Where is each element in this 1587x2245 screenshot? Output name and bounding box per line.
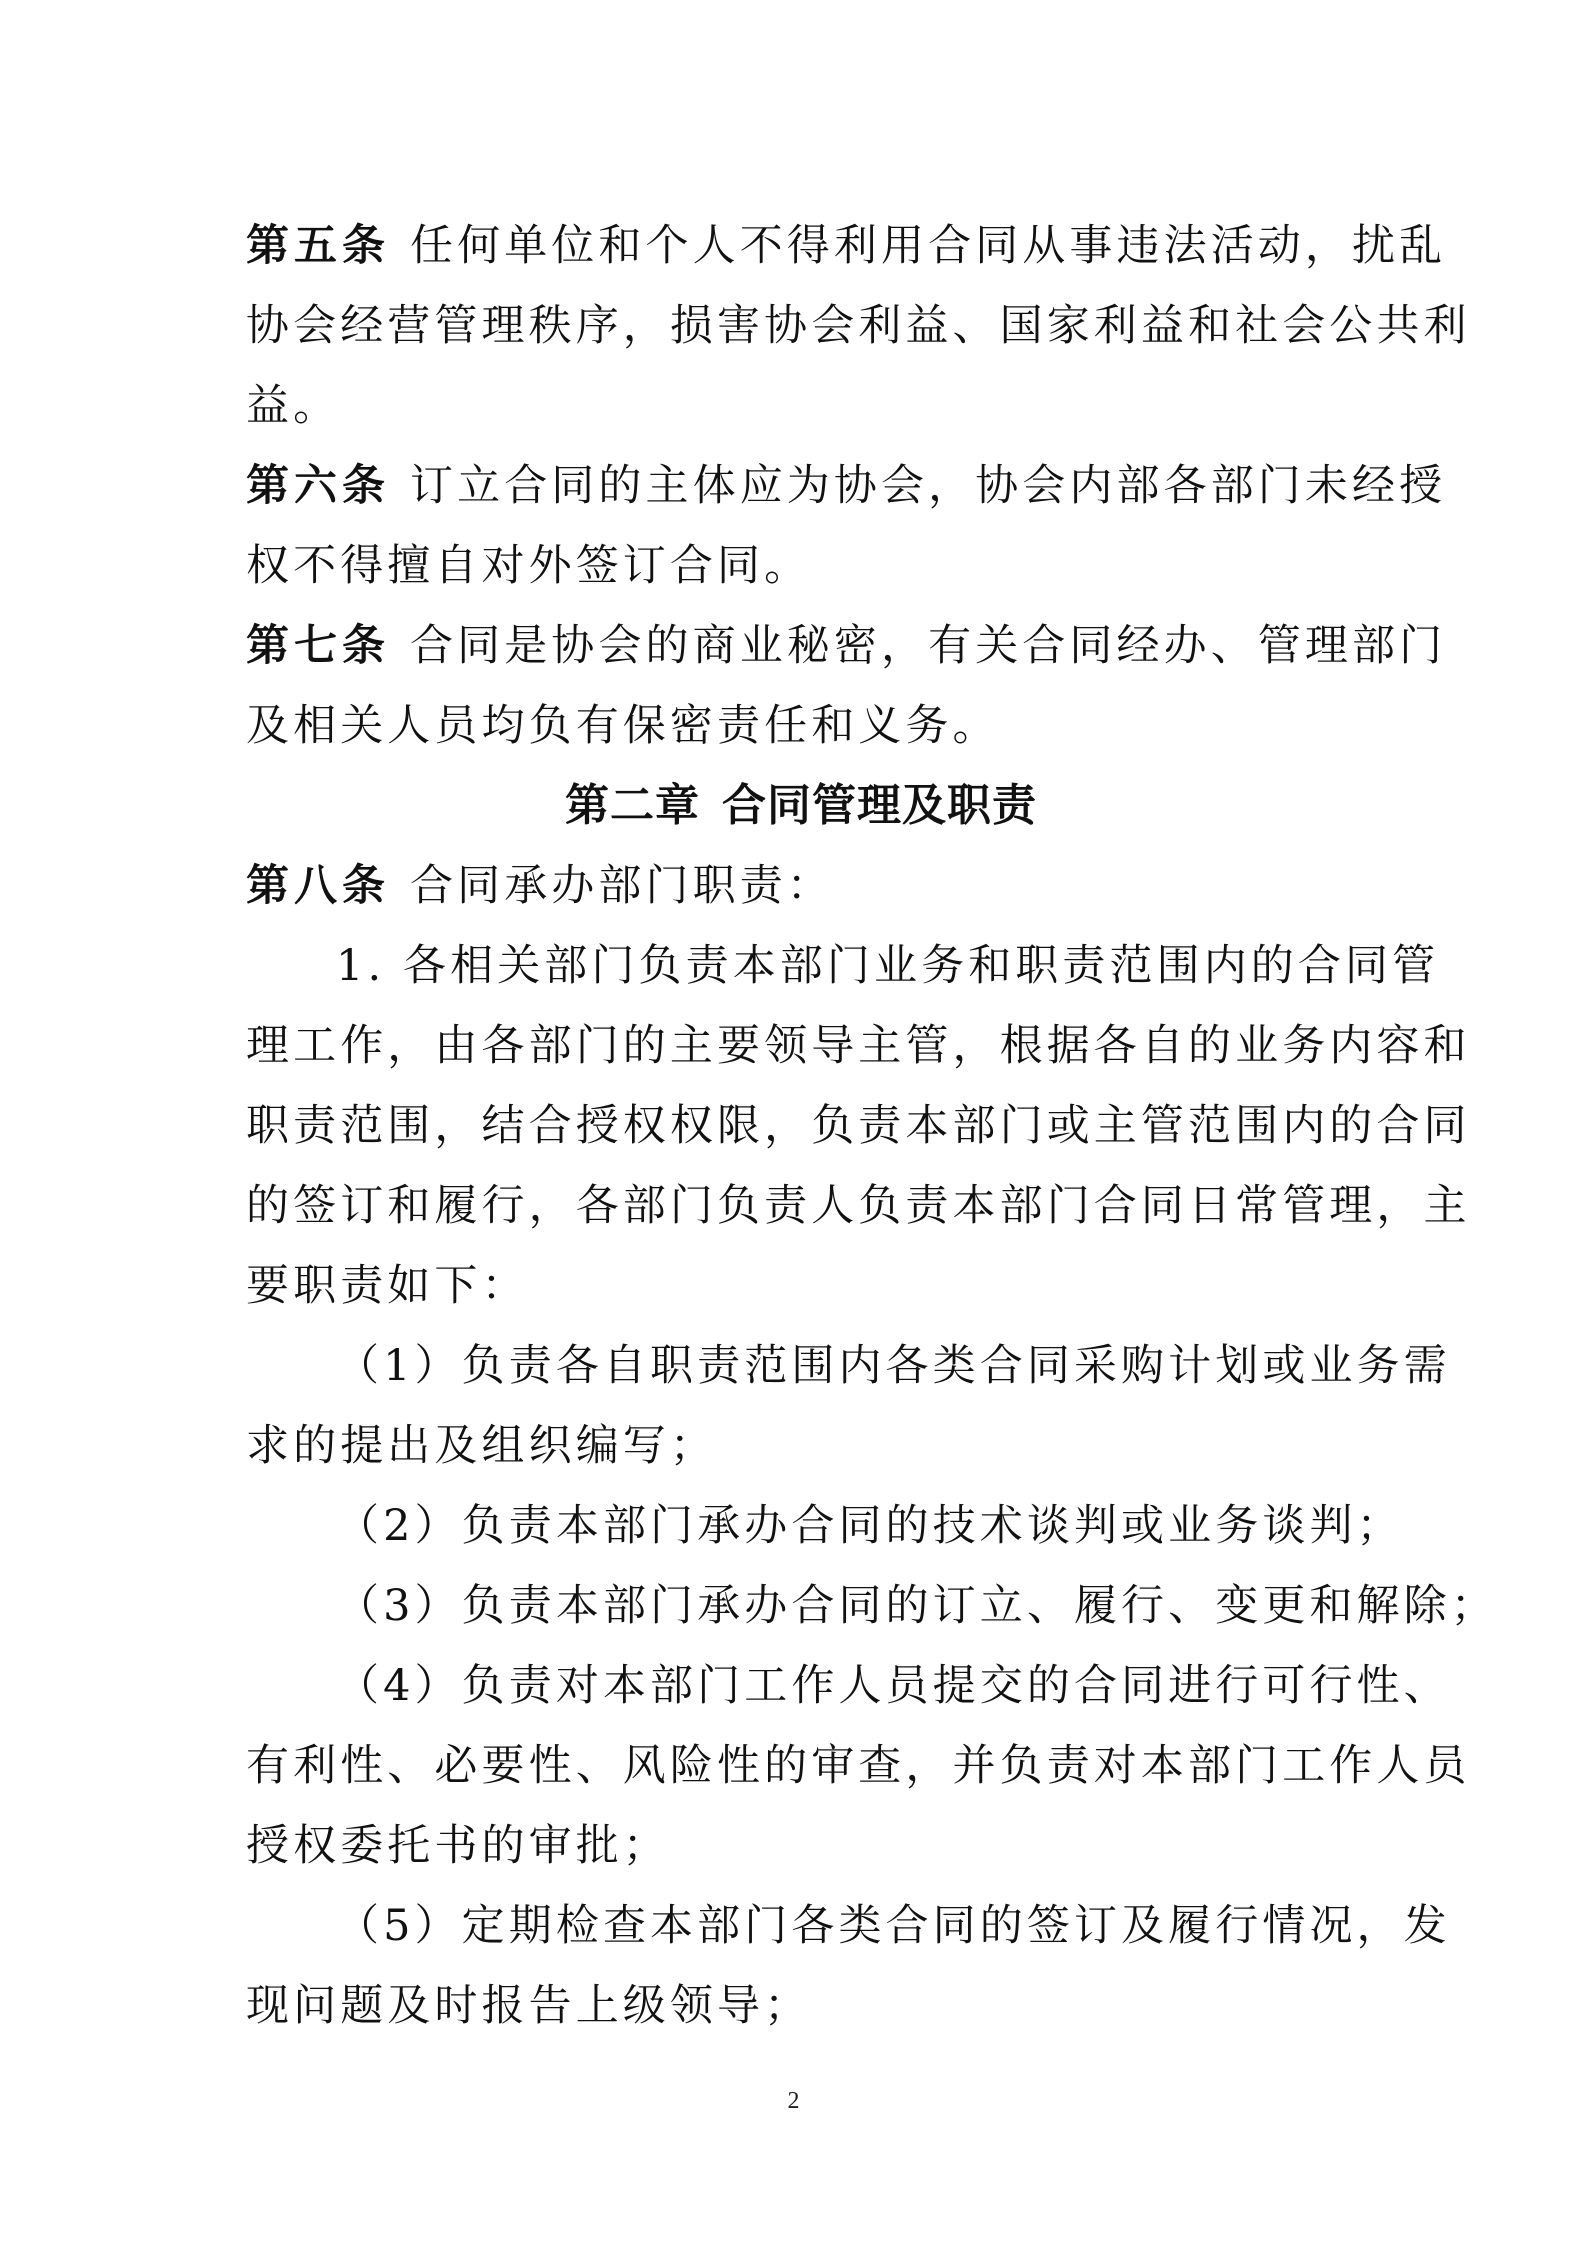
chapter-heading (246, 766, 1356, 846)
chapter-number: 第二章 (565, 780, 700, 831)
article-5-line-1 (246, 206, 1447, 286)
chapter-title: 合同管理及职责 (722, 780, 1037, 831)
item-1-line-2: 理工作，由各部门的主要领导主管，根据各自的业务内容和 (246, 1021, 1471, 1071)
item-1-line-3: 职责范围，结合授权权限，负责本部门或主管范围内的合同 (246, 1101, 1471, 1151)
article-5-label: 第五条 (246, 221, 390, 271)
subitem-4-line-2: 有利性、必要性、风险性的审查，并负责对本部门工作人员 (246, 1741, 1471, 1791)
article-8-label: 第八条 (246, 861, 390, 911)
page-number: 2 (787, 2088, 800, 2114)
subitem-1-line-2: 求的提出及组织编写； (246, 1421, 717, 1471)
article-5-line-3: 益。 (246, 381, 341, 431)
article-5-line-2: 协会经营管理秩序，损害协会利益、国家利益和社会公共利 (246, 301, 1471, 351)
article-6-text-1: 订立合同的主体应为协会，协会内部各部门未经授 (410, 461, 1447, 511)
article-7-label: 第七条 (246, 621, 390, 671)
subitem-5-line-2: 现问题及时报告上级领导； (246, 1981, 812, 2031)
subitem-1-line-1: （1）负责各自职责范围内各类合同采购计划或业务需 (336, 1341, 1451, 1391)
article-8-line (246, 846, 1356, 926)
item-1-line-1: 1. 各相关部门负责本部门业务和职责范围内的合同管 (336, 941, 1440, 991)
article-7-line-2: 及相关人员均负有保密责任和义务。 (246, 701, 1000, 751)
article-7-text-1: 合同是协会的商业秘密，有关合同经办、管理部门 (410, 621, 1447, 671)
subitem-5-line-1: （5）定期检查本部门各类合同的签订及履行情况，发 (336, 1901, 1451, 1951)
article-8-text: 合同承办部门职责： (410, 861, 834, 911)
article-5-text-1: 任何单位和个人不得利用合同从事违法活动，扰乱 (410, 221, 1447, 271)
article-6-line-1 (246, 446, 1447, 526)
subitem-2-line-1: （2）负责本部门承办合同的技术谈判或业务谈判； (336, 1501, 1404, 1551)
document-body (246, 206, 1498, 2046)
subitem-3-line-1: （3）负责本部门承办合同的订立、履行、变更和解除； (336, 1581, 1498, 1631)
item-1-line-5: 要职责如下： (246, 1261, 529, 1311)
article-7-line-1 (246, 606, 1447, 686)
article-6-line-2: 权不得擅自对外签订合同。 (246, 541, 812, 591)
article-6-label: 第六条 (246, 461, 390, 511)
item-1-line-4: 的签订和履行，各部门负责人负责本部门合同日常管理，主 (246, 1181, 1471, 1231)
subitem-4-line-1: （4）负责对本部门工作人员提交的合同进行可行性、 (336, 1661, 1451, 1711)
subitem-4-line-3: 授权委托书的审批； (246, 1821, 670, 1871)
